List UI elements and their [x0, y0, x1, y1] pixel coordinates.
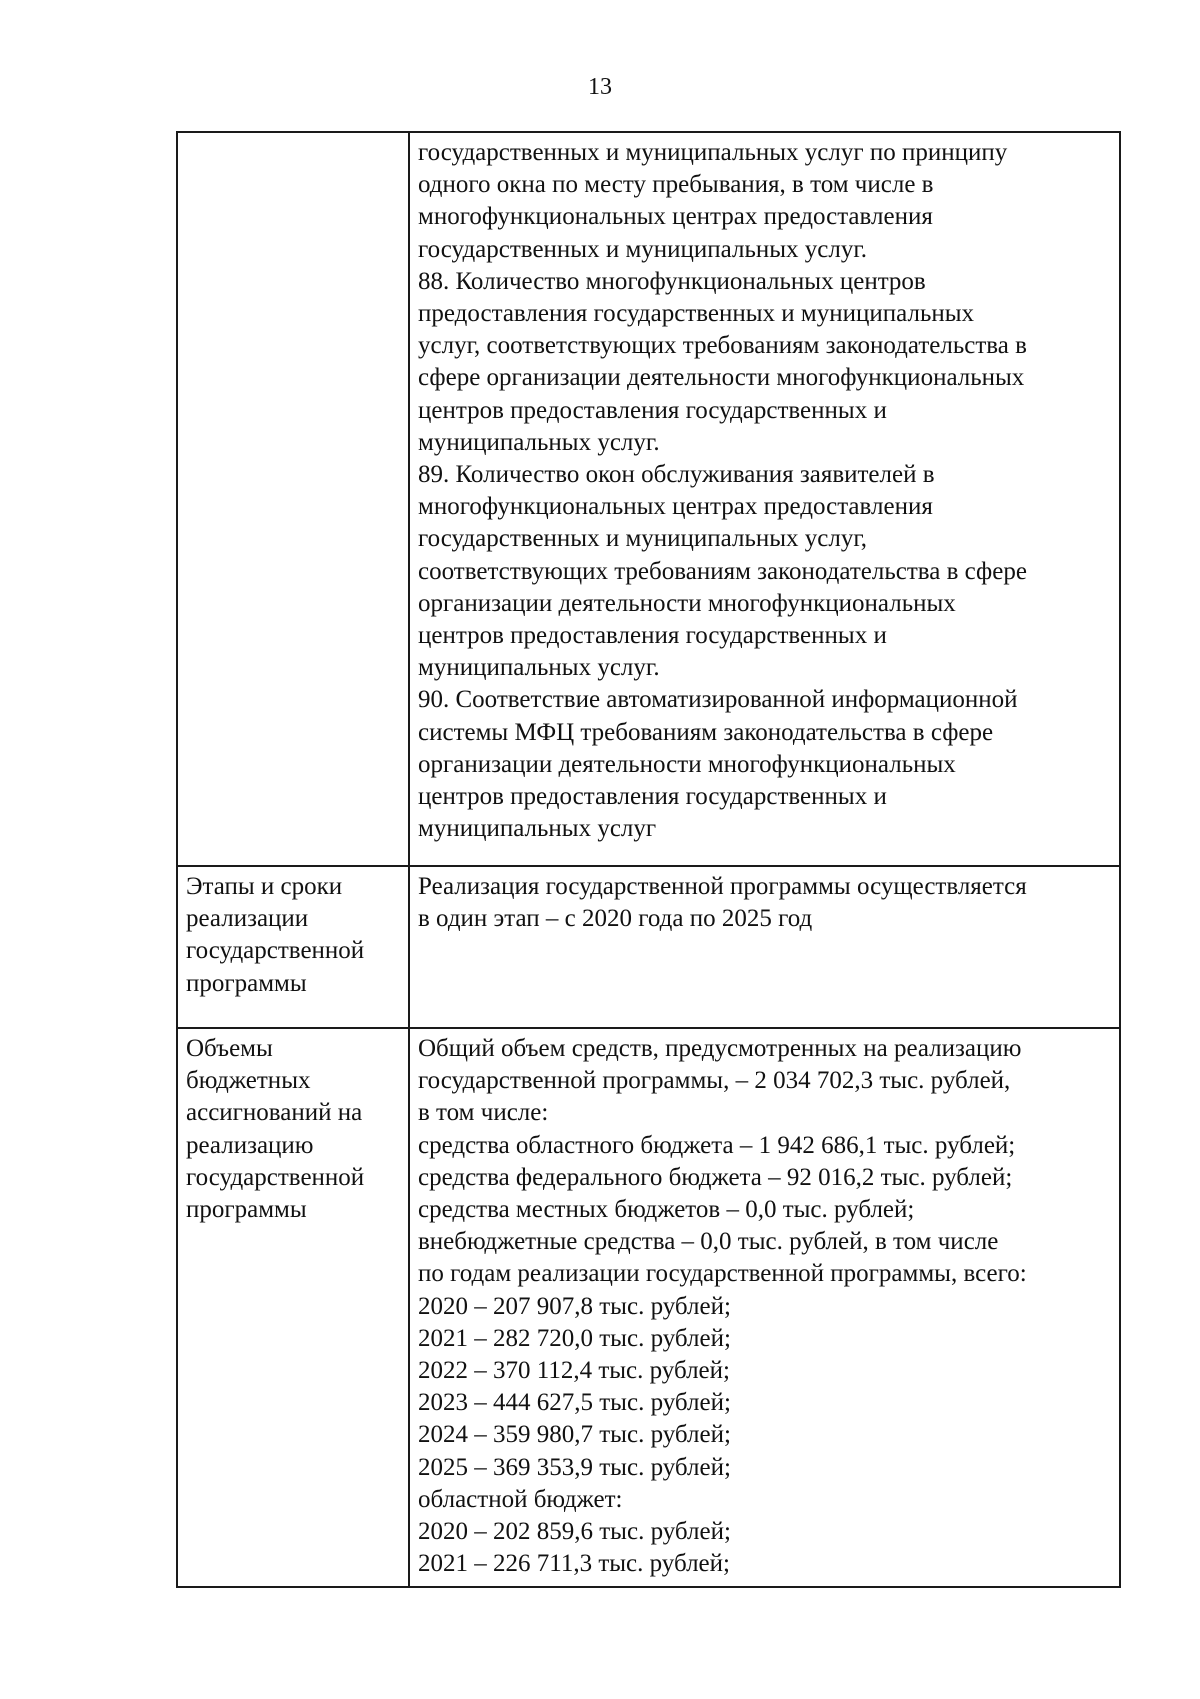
content-line: 2021 – 226 711,3 тыс. рублей;: [418, 1550, 730, 1578]
content-line: муниципальных услуг: [418, 815, 657, 843]
label-line: программы: [186, 969, 307, 997]
content-line: в том числе:: [418, 1099, 549, 1127]
label-line: государственной: [186, 1163, 365, 1191]
content-line: по годам реализации государственной программы, всего:: [418, 1260, 1027, 1288]
content-line: 90. Соответствие автоматизированной информационной: [418, 686, 1018, 714]
content-line: государственной программы, – 2 034 702,3 тыс. рублей,: [418, 1067, 1011, 1095]
content-line: 2021 – 282 720,0 тыс. рублей;: [418, 1324, 731, 1352]
content-line: внебюджетные средства – 0,0 тыс. рублей, в том числе: [418, 1228, 999, 1256]
label-line: бюджетных: [186, 1067, 311, 1095]
label-line: ассигнований на: [186, 1099, 363, 1127]
content-line: средства областного бюджета – 1 942 686,1 тыс. рублей;: [418, 1131, 1016, 1159]
content-line: в один этап – с 2020 года по 2025 год: [418, 905, 813, 933]
content-line: центров предоставления государственных и: [418, 783, 887, 811]
row-label-cell: [177, 1028, 409, 1587]
content-line: организации деятельности многофункциональных: [418, 750, 956, 778]
row-content-cell: [409, 1028, 1120, 1587]
content-line: средства местных бюджетов – 0,0 тыс. рублей;: [418, 1196, 915, 1224]
content-line: средства федерального бюджета – 92 016,2 тыс. рублей;: [418, 1163, 1013, 1191]
content-line: системы МФЦ требованиям законодательства в сфере: [418, 718, 994, 746]
content-line: 2025 – 369 353,9 тыс. рублей;: [418, 1453, 731, 1481]
content-line: 2023 – 444 627,5 тыс. рублей;: [418, 1389, 731, 1417]
content-line: услуг, соответствующих требованиям законодательства в: [418, 332, 1027, 360]
content-line: многофункциональных центрах предоставления: [418, 493, 933, 521]
content-line: многофункциональных центрах предоставления: [418, 203, 933, 231]
row-content-cell: [409, 132, 1120, 866]
content-line: муниципальных услуг.: [418, 654, 660, 682]
content-line: соответствующих требованиям законодательства в сфере: [418, 557, 1027, 585]
content-line: Реализация государственной программы осуществляется: [418, 873, 1027, 900]
content-line: 89. Количество окон обслуживания заявителей в: [418, 461, 935, 489]
content-line: 88. Количество многофункциональных центров: [418, 267, 926, 295]
label-line: Этапы и сроки: [186, 873, 343, 900]
content-line: центров предоставления государственных и: [418, 396, 887, 424]
content-line: государственных и муниципальных услуг по принципу: [418, 139, 1008, 166]
row-label-cell: [177, 132, 409, 866]
label-line: реализацию: [186, 1131, 314, 1159]
content-line: 2020 – 202 859,6 тыс. рублей;: [418, 1518, 731, 1546]
content-line: сфере организации деятельности многофункциональных: [418, 364, 1025, 392]
table-row-indicators: [177, 132, 1120, 866]
content-line: центров предоставления государственных и: [418, 622, 887, 650]
content-line: предоставления государственных и муниципальных: [418, 300, 975, 328]
content-line: Общий объем средств, предусмотренных на реализацию: [418, 1035, 1022, 1062]
content-line: организации деятельности многофункциональных: [418, 589, 956, 617]
label-line: Объемы: [186, 1035, 273, 1062]
label-line: программы: [186, 1196, 307, 1224]
content-line: муниципальных услуг.: [418, 428, 660, 456]
label-line: государственной: [186, 937, 365, 965]
content-line: 2024 – 359 980,7 тыс. рублей;: [418, 1421, 731, 1449]
page-number: 13: [588, 74, 612, 100]
content-line: 2022 – 370 112,4 тыс. рублей;: [418, 1357, 730, 1385]
content-line: 2020 – 207 907,8 тыс. рублей;: [418, 1292, 731, 1320]
content-line: государственных и муниципальных услуг,: [418, 525, 868, 553]
row-label-cell: [177, 866, 409, 1028]
passport-table: [176, 131, 1121, 1588]
table-row-budget: [177, 1028, 1120, 1587]
row-content-cell: [409, 866, 1120, 1028]
label-line: реализации: [186, 905, 309, 933]
content-line: одного окна по месту пребывания, в том числе в: [418, 171, 934, 199]
content-line: областной бюджет:: [418, 1485, 623, 1513]
content-line: государственных и муниципальных услуг.: [418, 235, 868, 263]
table-row-stages: [177, 866, 1120, 1028]
